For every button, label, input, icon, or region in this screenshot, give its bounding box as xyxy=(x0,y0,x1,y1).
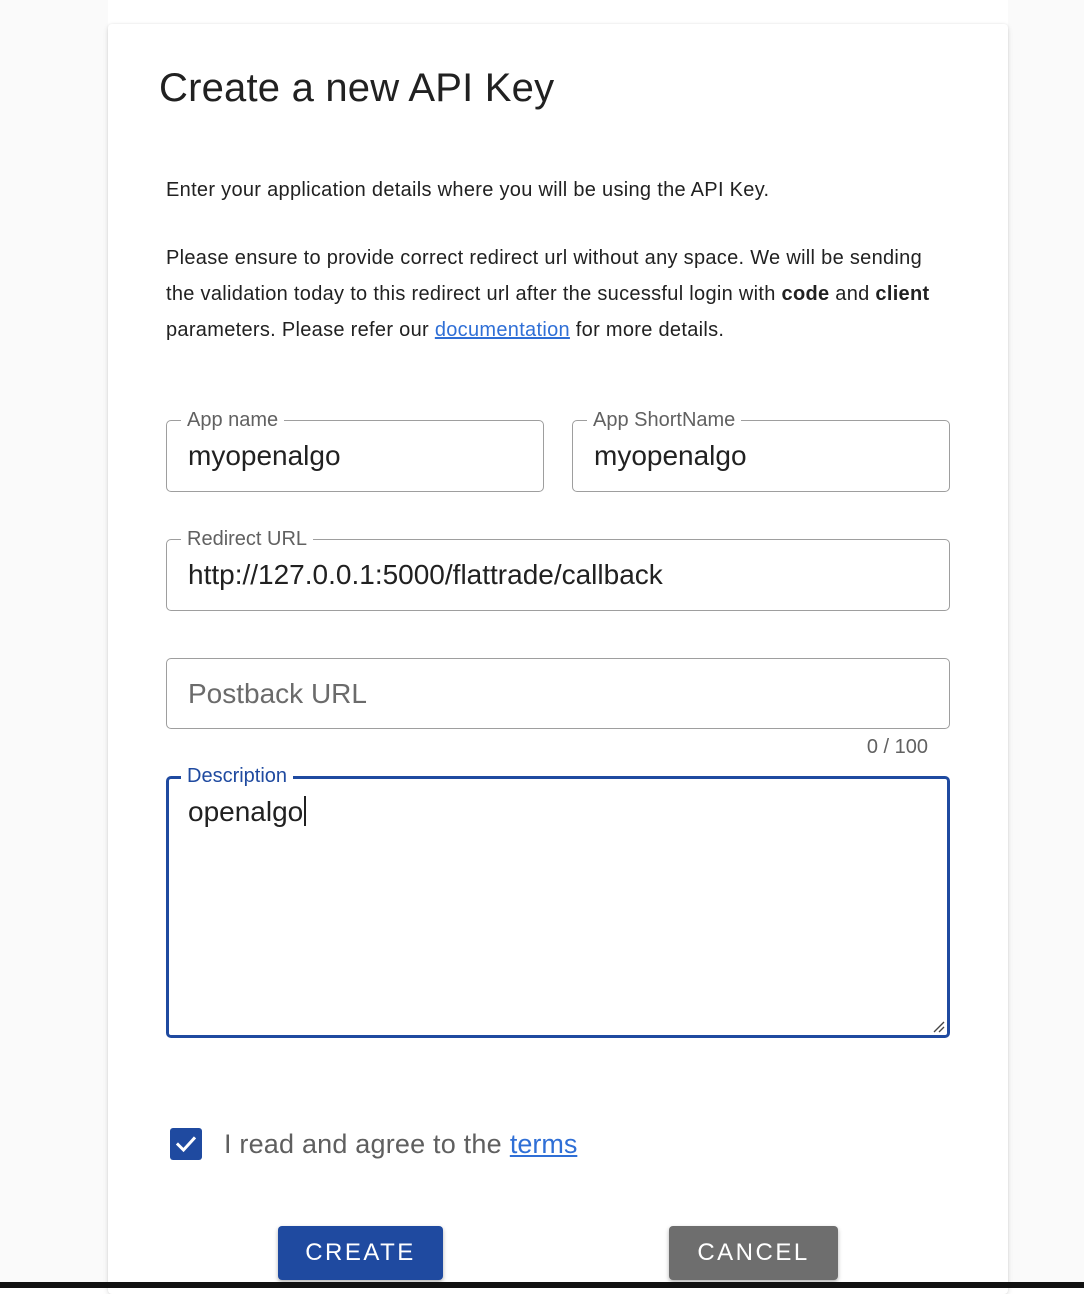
create-button[interactable]: CREATE xyxy=(278,1226,443,1280)
screen-bottom-edge xyxy=(0,1282,1084,1288)
description-value[interactable] xyxy=(188,795,306,829)
text-caret xyxy=(304,796,306,826)
backdrop-right xyxy=(1008,0,1084,1288)
app-shortname-field[interactable] xyxy=(572,409,950,492)
postback-url-field[interactable] xyxy=(166,658,950,729)
app-name-field[interactable] xyxy=(166,409,544,492)
documentation-link[interactable]: documentation xyxy=(434,319,570,341)
note-bold-code: code xyxy=(781,283,830,305)
note-text-2: and xyxy=(829,283,876,305)
check-icon xyxy=(174,1132,198,1156)
cancel-button[interactable]: CANCEL xyxy=(669,1226,838,1280)
dialog-title: Create a new API Key xyxy=(159,66,555,110)
terms-text: I read and agree to the xyxy=(224,1128,502,1159)
note-text-1: Please ensure to provide correct redirect url without any space. We will be sending the validation today to this redirect url after the sucessful login with xyxy=(166,247,923,305)
app-shortname-value[interactable]: myopenalgo xyxy=(594,440,747,471)
terms-link[interactable]: terms xyxy=(509,1128,578,1159)
redirect-note xyxy=(166,240,950,348)
note-text-4: for more details. xyxy=(569,319,725,341)
postback-char-counter: 0 / 100 xyxy=(866,736,928,758)
create-api-key-dialog xyxy=(108,24,1008,1294)
redirect-url-value[interactable]: http://127.0.0.1:5000/flattrade/callback xyxy=(188,559,663,590)
terms-checkbox[interactable] xyxy=(170,1128,202,1160)
backdrop-left xyxy=(0,0,108,1288)
description-text: openalgo xyxy=(188,796,304,827)
description-field[interactable] xyxy=(166,765,950,1038)
redirect-url-label: Redirect URL xyxy=(181,527,313,551)
resize-grip-icon[interactable] xyxy=(931,1019,945,1033)
app-shortname-label: App ShortName xyxy=(587,408,741,432)
intro-text: Enter your application details where you will be using the API Key. xyxy=(166,179,770,201)
terms-agreement xyxy=(170,1126,577,1162)
postback-url-placeholder: Postback URL xyxy=(188,678,367,709)
note-text-3: parameters. Please refer our xyxy=(166,319,435,341)
description-label: Description xyxy=(181,764,293,788)
app-name-value[interactable]: myopenalgo xyxy=(188,440,341,471)
note-bold-client: client xyxy=(875,283,930,305)
app-name-label: App name xyxy=(181,408,284,432)
redirect-url-field[interactable] xyxy=(166,528,950,611)
